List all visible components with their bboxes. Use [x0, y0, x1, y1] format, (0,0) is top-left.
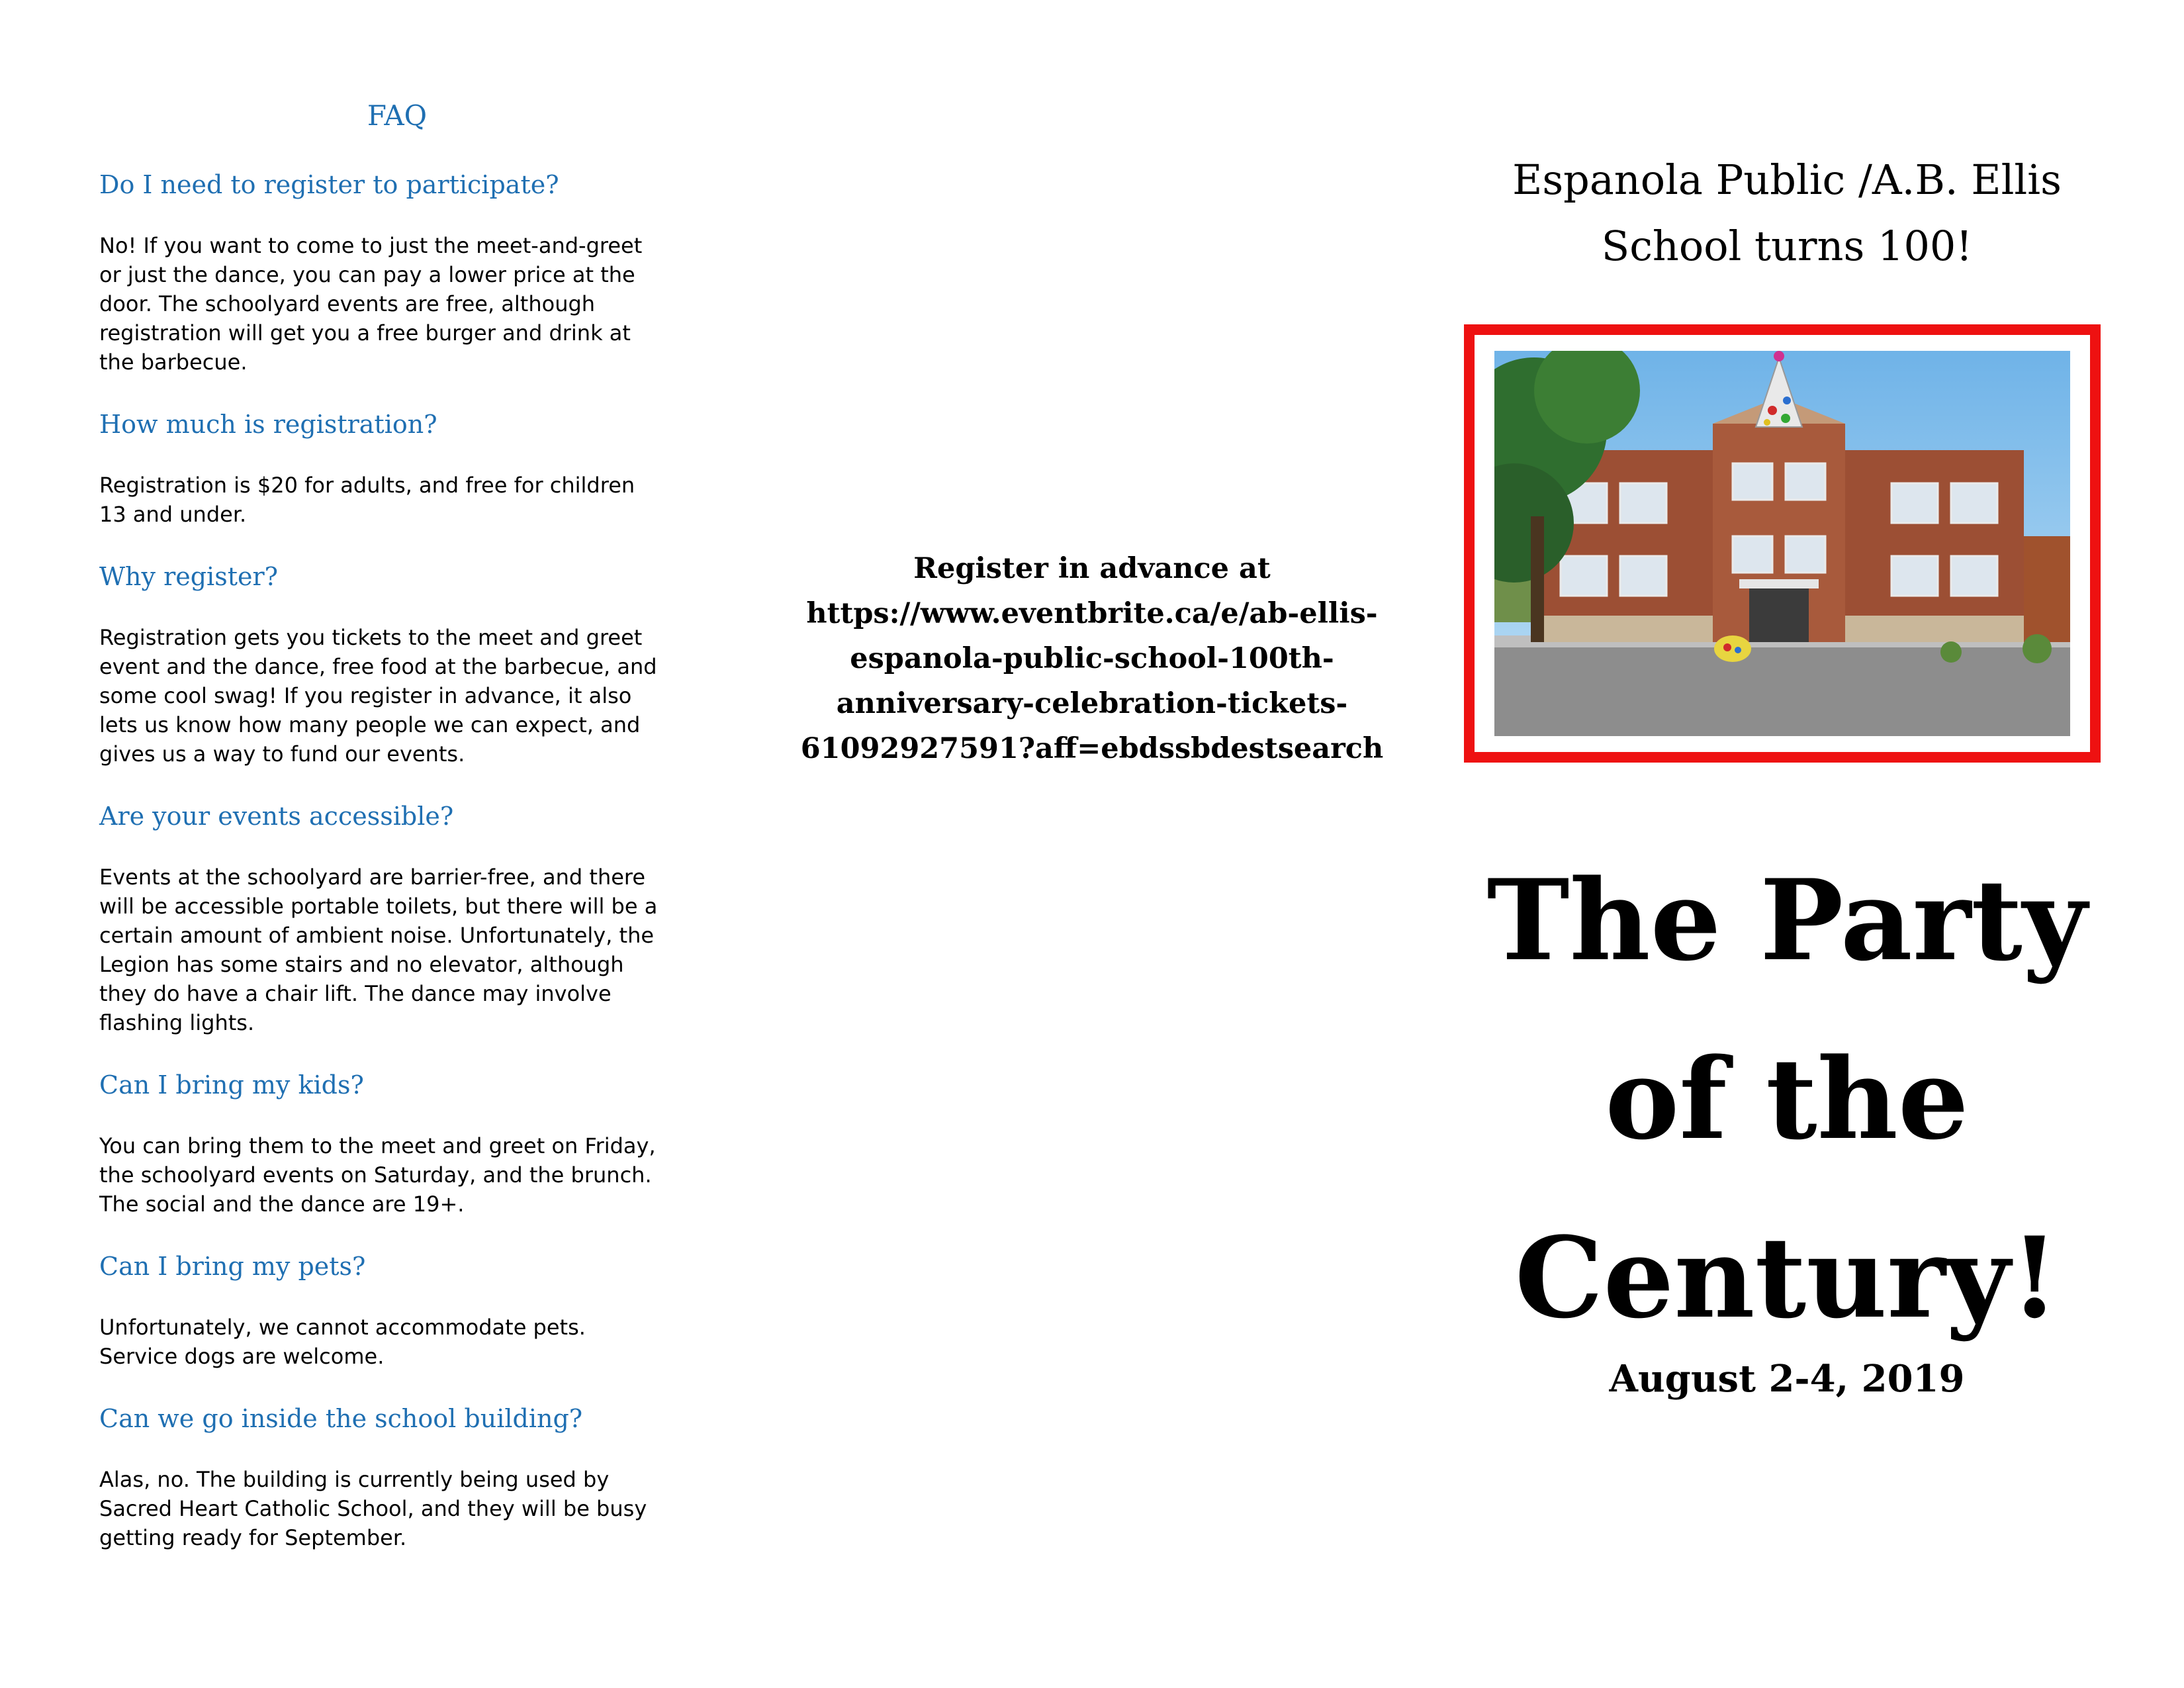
faq-question: Can I bring my kids?: [99, 1070, 364, 1100]
register-intro: Register in advance at: [913, 552, 1271, 585]
faq-question: Do I need to register to participate?: [99, 170, 559, 199]
school-title-line: Espanola Public /A.B. Ellis: [1512, 156, 2062, 204]
school-photo-frame: [1464, 324, 2101, 763]
faq-answer: Unfortunately, we cannot accommodate pets. Service dogs are welcome.: [99, 1315, 586, 1369]
party-title-line: of the: [1605, 1033, 1969, 1164]
faq-question: Why register?: [99, 562, 279, 591]
register-url-line[interactable]: espanola-public-school-100th-: [850, 642, 1334, 675]
event-date: August 2-4, 2019: [1609, 1357, 1965, 1401]
register-url-line[interactable]: anniversary-celebration-tickets-: [836, 687, 1348, 720]
school-title: [1456, 147, 2118, 279]
faq-question: Can we go inside the school building?: [99, 1404, 583, 1433]
party-title-line: Century!: [1514, 1212, 2060, 1343]
school-photo: [1494, 351, 2070, 736]
faq-answer: You can bring them to the meet and greet on Friday, the schoolyard events on Saturday, and the brunch. The social and the dance are 19+.: [99, 1133, 656, 1217]
faq-answer: No! If you want to come to just the meet-and-greet or just the dance, you can pay a lower price at the door. The schoolyard events are free, although registration will get you a free burger and drink at the barbecue.: [99, 233, 643, 375]
party-title-line: The Party: [1486, 855, 2087, 986]
school-building-illustration: [1494, 351, 2070, 736]
faq-question: Can I bring my pets?: [99, 1252, 366, 1281]
faq-answer: Alas, no. The building is currently being used by Sacred Heart Catholic School, and they will be busy getting ready for September.: [99, 1467, 647, 1550]
faq-answer: Registration gets you tickets to the meet and greet event and the dance, free food at the barbecue, and some cool swag! If you register in advance, it also lets us know how many people we can expect, and gives us a way to fund our events.: [99, 625, 657, 767]
register-url-line[interactable]: 61092927591?aff=ebdssbdestsearch: [800, 732, 1384, 765]
faq-question: Are your events accessible?: [99, 802, 454, 831]
faq-question: How much is registration?: [99, 410, 437, 439]
party-title: [1456, 831, 2118, 1367]
faq-answer: Registration is $20 for adults, and free for children 13 and under.: [99, 473, 635, 527]
faq-panel: [99, 99, 695, 1585]
school-title-line: School turns 100!: [1601, 222, 1973, 270]
register-block: [794, 546, 1390, 771]
register-url-line[interactable]: https://www.eventbrite.ca/e/ab-ellis-: [806, 597, 1378, 630]
faq-answer: Events at the schoolyard are barrier-free, and there will be accessible portable toilets, but there will be a certain amount of ambient noise. Unfortunately, the Legion has some stairs and no elevator, although they do have a chair lift. The dance may involve flashing lights.: [99, 865, 658, 1035]
faq-title: FAQ: [367, 99, 428, 132]
